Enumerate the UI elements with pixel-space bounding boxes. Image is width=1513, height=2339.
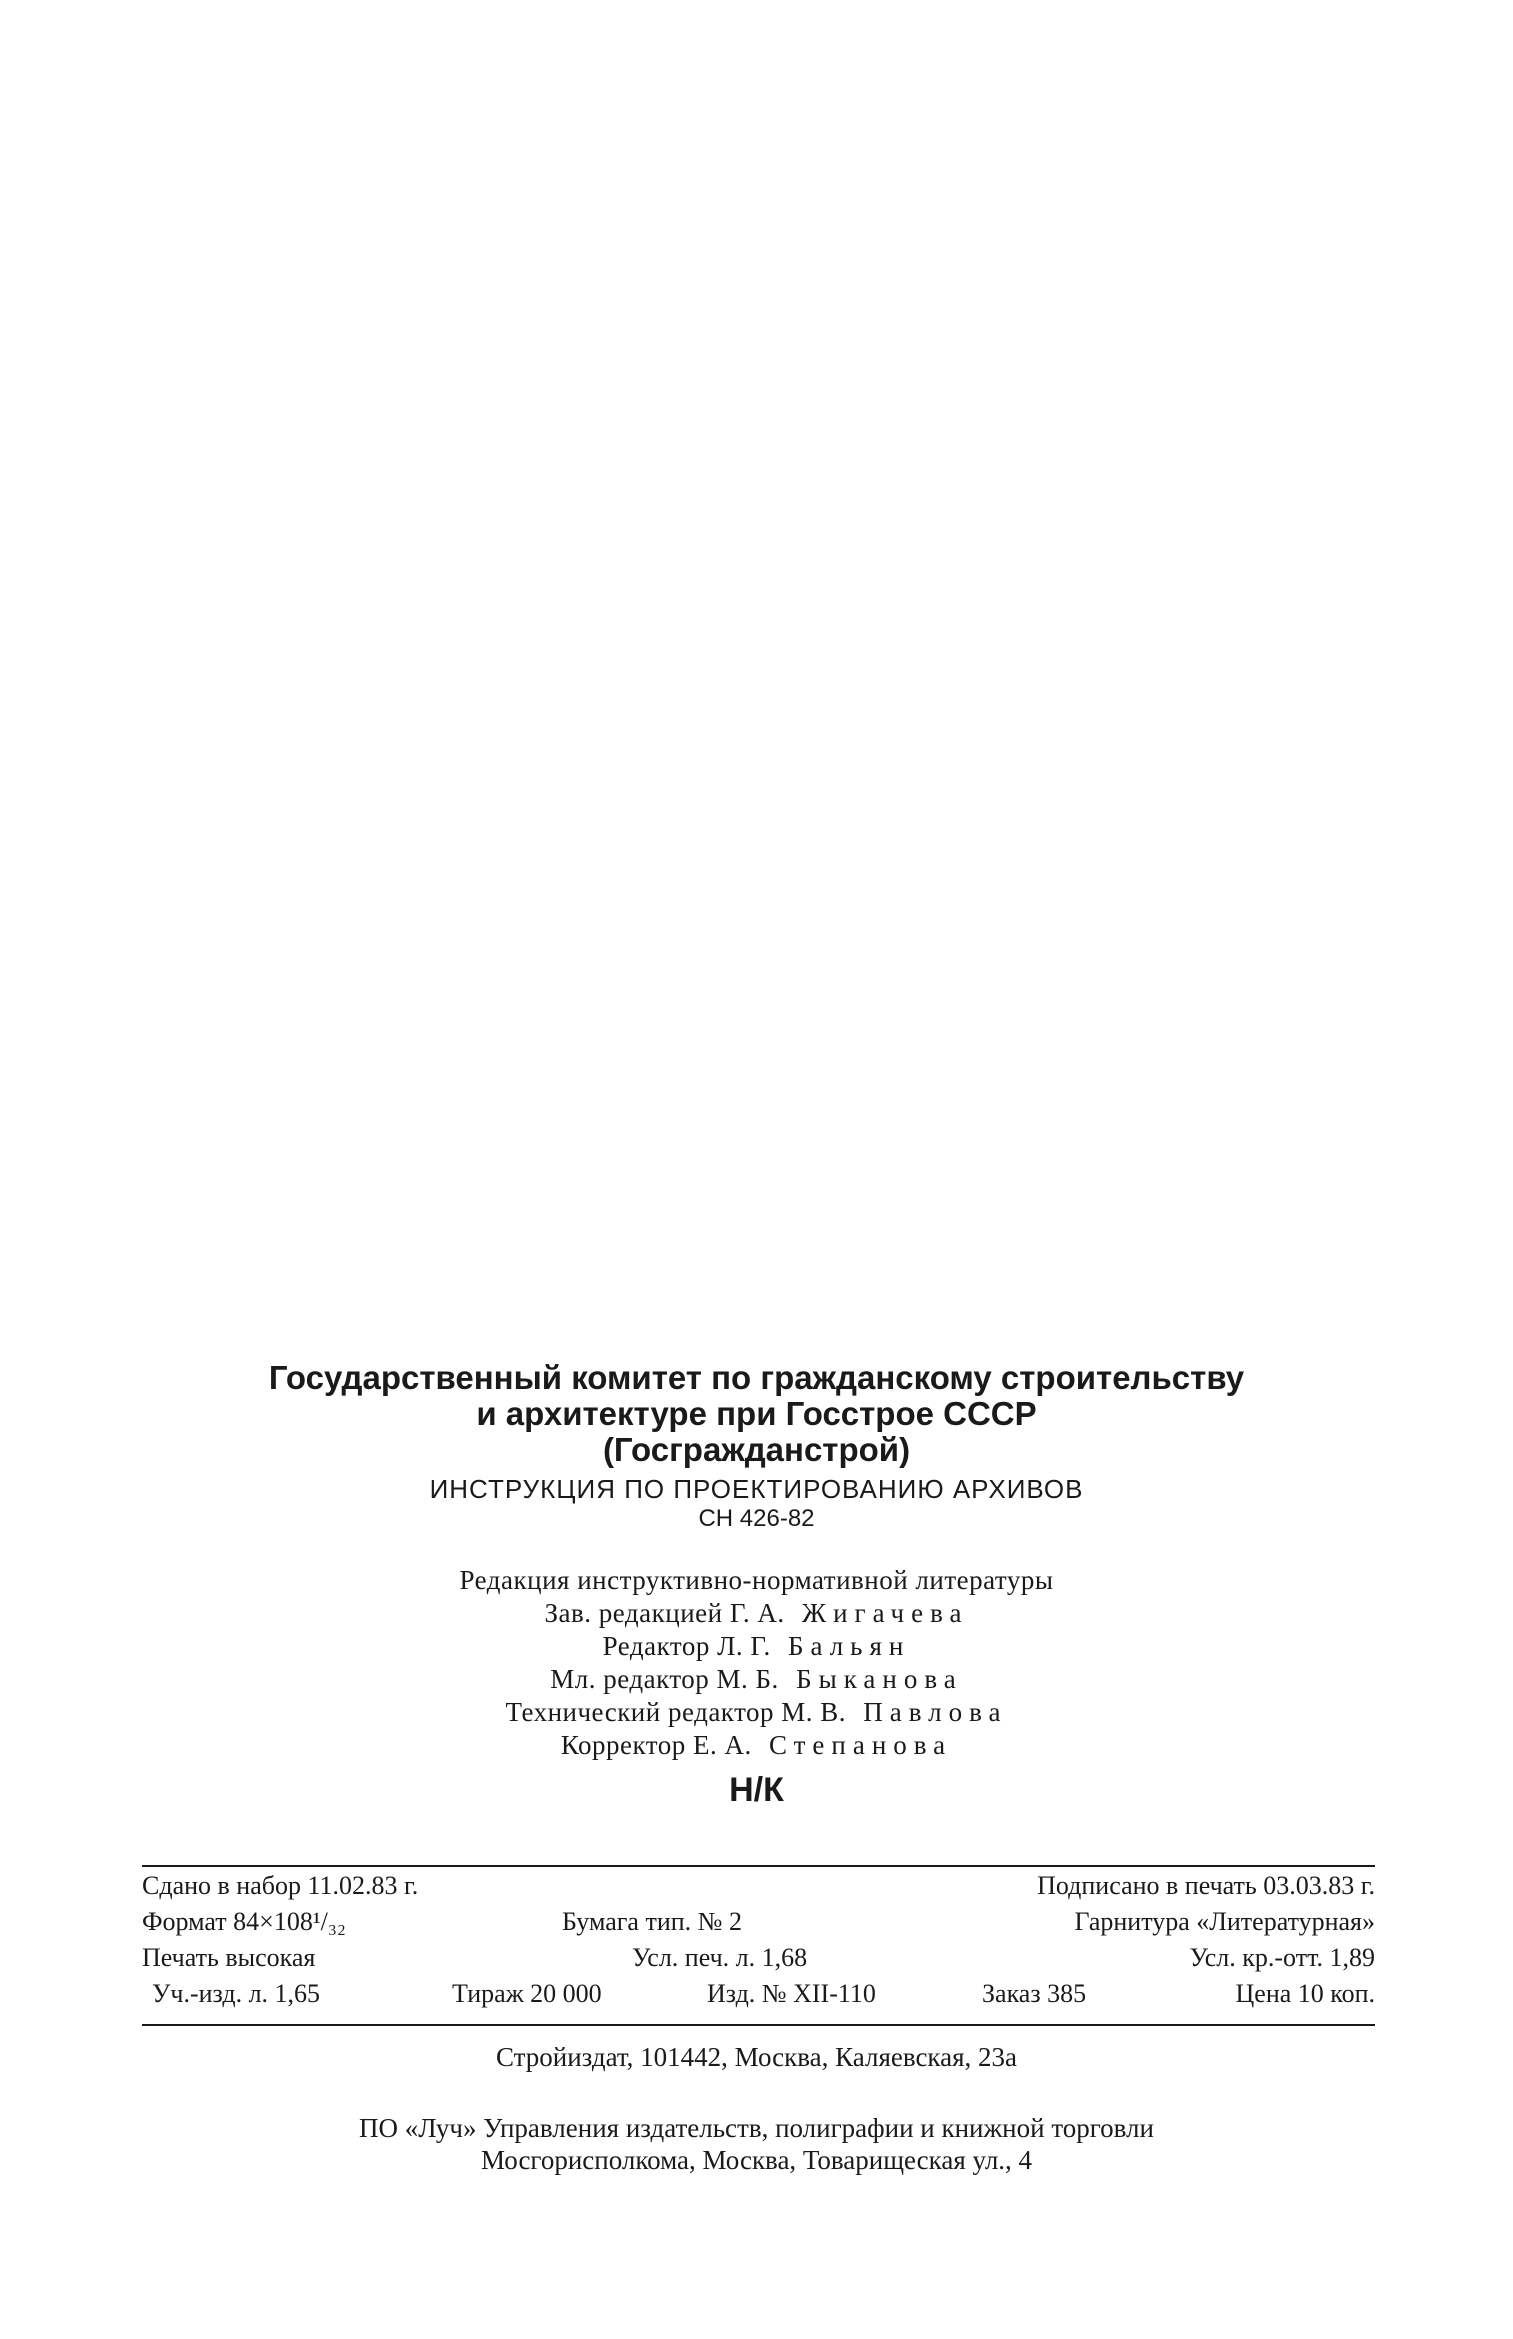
- publication-row-2: [142, 1904, 1375, 1940]
- organization-line-1: Государственный комитет по гражданскому строительству: [268, 1359, 1245, 1396]
- staff-line-chief-editor: [0, 1597, 1513, 1630]
- print-sheets: Усл. печ. л. 1,68: [632, 1943, 808, 1972]
- staff-line-editor: [0, 1630, 1513, 1663]
- imprint-header: [0, 1360, 1513, 1812]
- circulation: Тираж 20 000: [452, 1979, 602, 2008]
- staff-role: Мл. редактор М. Б.: [550, 1664, 779, 1694]
- document-code: СН 426-82: [698, 1505, 815, 1532]
- staff-role: Редактор Л. Г.: [602, 1631, 771, 1661]
- divider-bottom: [142, 2024, 1375, 2026]
- publication-row-4: [142, 1976, 1375, 2012]
- divider-top: [142, 1865, 1375, 1867]
- edition-sheets: Уч.-изд. л. 1,65: [152, 1979, 321, 2008]
- signed-date: Подписано в печать 03.03.83 г.: [1037, 1871, 1375, 1900]
- staff-role: Технический редактор М. В.: [505, 1697, 847, 1727]
- printer-block: [0, 2112, 1513, 2176]
- organization-line-2: и архитектуре при Госстрое СССР: [476, 1395, 1037, 1432]
- staff-role: Корректор Е. А.: [560, 1730, 752, 1760]
- printer-line-2: Мосгорисполкома, Москва, Товарищеская ул., 4: [480, 2145, 1033, 2175]
- editorial-staff-block: [0, 1564, 1513, 1812]
- publication-number: Изд. № XII-110: [707, 1979, 876, 2008]
- organization-line-3: (Госгражданстрой): [602, 1431, 911, 1468]
- staff-line-technical-editor: [0, 1696, 1513, 1729]
- staff-line-proofreader: [0, 1729, 1513, 1762]
- staff-role: Зав. редакцией Г. А.: [544, 1598, 785, 1628]
- price: Цена 10 коп.: [1235, 1979, 1375, 2008]
- publication-row-1: [142, 1868, 1375, 1904]
- color-proof: Усл. кр.-отт. 1,89: [1189, 1943, 1375, 1972]
- paper-format: Формат 84×108¹/₃₂: [142, 1907, 346, 1936]
- staff-name: Жигачева: [801, 1598, 969, 1628]
- staff-line-junior-editor: [0, 1663, 1513, 1696]
- printer-line-1: ПО «Луч» Управления издательств, полиграфии и книжной торговли: [359, 2113, 1154, 2143]
- typeface: Гарнитура «Литературная»: [1074, 1907, 1375, 1936]
- staff-name: Степанова: [768, 1730, 953, 1760]
- staff-name: Быканова: [796, 1664, 963, 1694]
- staff-name: Бальян: [787, 1631, 911, 1661]
- document-title: ИНСТРУКЦИЯ ПО ПРОЕКТИРОВАНИЮ АРХИВОВ: [429, 1474, 1084, 1504]
- typeset-date: Сдано в набор 11.02.83 г.: [142, 1871, 419, 1900]
- publisher-address: Стройиздат, 101442, Москва, Каляевская, 23а: [495, 2042, 1018, 2072]
- print-method: Печать высокая: [142, 1943, 316, 1972]
- publication-details: [142, 1868, 1375, 2012]
- editorial-department: Редакция инструктивно-нормативной литературы: [459, 1565, 1054, 1595]
- paper-type: Бумага тип. № 2: [562, 1907, 742, 1936]
- publication-row-3: [142, 1940, 1375, 1976]
- copyright-mark: Н/К: [729, 1771, 784, 1809]
- order-number: Заказ 385: [982, 1979, 1087, 2008]
- staff-name: Павлова: [863, 1697, 1008, 1727]
